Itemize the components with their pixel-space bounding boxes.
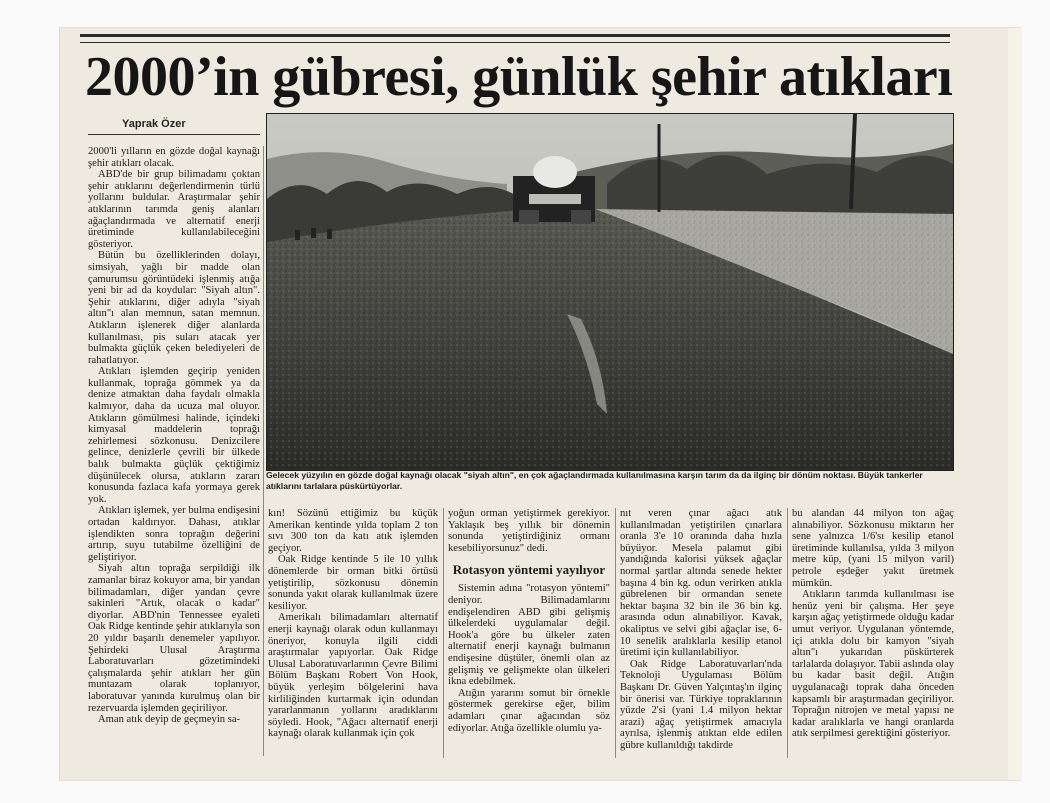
paragraph: Sistemin adına "rotasyon yöntemi" deniyor. Bilimadamlarını endişelendiren ABD gibi gelişmiş ülkelerdeki uygulamalar değil. Hook'a göre bu ülkeler zaten alternatif enerji kaynağı bulmanın endişesine düştüler, önemli olan az gelişmiş ve gelişmekte olan ülkeleri ikna edebilmek. [448,583,610,688]
article-column-5 [792,508,954,740]
paragraph: Oak Ridge Laboratuvarları'nda Teknoloji Uygulaması Bölüm Başkanı Dr. Güven Yalçıntaş'ın ilginç bir önerisi var. Türkiye topraklarının yüzde 2'si (yani 1.4 milyon hektar arazi) ağaç yetiştirmek amacıyla ayrılsa, işlenmiş atıktan elde edilen gübre kullanıldığı takdirde [620,658,782,751]
paragraph: kın! Sözünü ettiğimiz bu küçük Amerikan kentinde yılda toplam 2 ton sıvı 300 ton da katı atık işlemden geçiyor. [268,508,438,554]
article-column-2 [268,508,438,740]
article-column-1 [88,146,260,726]
headline: 2000’in gübresi, günlük şehir atıkları [85,46,953,108]
paragraph: Atığın yararını somut bir örnekle göstermek gerekirse eğer, bilim adamları çınar ağacından söz ediyorlar. Atığa özellikle olumlu ya- [448,687,610,734]
paragraph: Oak Ridge kentinde 5 ile 10 yıllık dönemlerde bir orman bitki örtüsü yetiştirilip, sözkonusu dönemin sonunda yakıt olarak kullanılmak üzere kesiliyor. [268,554,438,612]
paper-edge [1008,28,1022,780]
masthead-rule [80,34,950,43]
paragraph: yoğun orman yetiştirmek gerekiyor. Yaklaşık beş yıllık bir dönemin sonunda yetiştirdiğiniz ormanı kesebiliyorsunuz" dedi. [448,508,610,554]
paragraph: bu alandan 44 milyon ton ağaç alınabiliyor. Sözkonusu miktarın her sene yalnızca 1/6'sı kesilip etanol üretiminde kullanılsa, yılda 3 milyon metre küp, (yani 15 milyon varil) petrole eşdeğer yakıt üretmek mümkün. [792,508,954,589]
paragraph: 2000'li yılların en gözde doğal kaynağı şehir atıkları olacak. [88,146,260,169]
byline-rule [88,134,260,135]
column-divider [263,146,264,756]
paragraph: Atıkları işlemek, yer bulma endişesini ortadan kaldırıyor. Dahası, atıklar işlendikten sonra toprağın değerini artırıp, suyu tutabilme özelliğini de geliştiriyor. [88,505,260,563]
paragraph: Siyah altın toprağa serpildiği ilk zamanlar biraz kokuyor ama, bir yandan bilimadamları, diğer yandan çevre sakinleri "Artık, olacak o kadar" diyorlar. ABD'nin Tennessee eyaleti Oak Ridge kentinde şehir atıklarıyla son 20 yıldır başarılı denemeler yapılıyor. Şehirdeki Ulusal Araştırma Laboratuvarları gözetimindeki çalışmalarda şehir atıkları her gün muntazam olarak toplanıyor, laboratuvar yanında kurulmuş olan bir rezervuarda işlemden geçiriliyor. [88,563,260,714]
article-column-4 [620,508,782,751]
column-divider [615,508,616,758]
column-divider [443,508,444,758]
byline: Yaprak Özer [122,118,186,130]
article-column-3 [448,508,610,734]
paragraph: Atıkları işlemden geçirip yeniden kullanmak, toprağa gömmek ya da denize atmaktan daha faydalı olmakla kalmıyor, daha da ucuza mal oluyor. Atıkların gömülmesi halinde, içindeki kimyasal maddelerin toprağı zehirlemesi sözkonusu. Denizcilere gelince, denizlerle çevrili bir ülkede balık bulmakta güçlük çektiğimiz düşünülecek olursa, atıkların zararı konusunda fazlaca kafa yormaya gerek yok. [88,366,260,505]
paragraph: Amerikalı bilimadamları alternatif enerji kaynağı olarak odun kullanmayı öneriyor, konuyla ilgili ciddi araştırmalar yapıyorlar. Oak Ridge Ulusal Laboratuvarlarının Çevre Bilimi Bölüm Başkanı Robert Von Hook, büyük yerleşim bölgelerini hava kirliliğinden kurtarmak için odundan yararlanmanın yollarını aradıklarını söyledi. Hook, "Ağacı alternatif enerji kaynağı olarak kullanmak için çok [268,612,438,740]
paragraph: Atıkların tarımda kullanılması ise henüz yeni bir çalışma. Her şeye karşın ağaç yetiştirmede olduğu kadar umut veriyor. Uygulanan yöntemde, içi atıkla dolu bir kamyon "siyah altın"ı yukarıdan püskürterek tarlalarda dolaşıyor. Tabii aslında olay bu kadar basit değil. Atığın uygulanacağı toprak daha önceden kapsamlı bir araştırmadan geçiriliyor. Toprağın nitrojen ve metal yapısı ne kadar aralıklarla ve hangi oranlarda atık serpilmesi gerektiğini gösteriyor. [792,589,954,740]
subheading: Rotasyon yöntemi yayılıyor [452,562,606,578]
field-tanker-photo [267,114,953,470]
paragraph: Aman atık deyip de geçmeyin sa- [98,714,241,726]
paragraph: ABD'de bir grup bilimadamı çoktan şehir atıklarını değerlendirmenin türlü yollarını buldular. Araştırmalar şehir atıklarının tarımda geniş alanları ağaçlandırmada ve alternatif enerji üretiminde kullanılabileceğini gösteriyor. [88,169,260,250]
article-photo [266,113,954,471]
photo-caption: Gelecek yüzyılın en gözde doğal kaynağı olacak "siyah altın", en çok ağaçlandırmada kullanılmasına karşın tarım da da ilginç bir dönüm noktası. Büyük tankerler atıklarını tarlalara püskürtüyorlar. [266,470,923,491]
column-divider [787,508,788,758]
paragraph: nıt veren çınar ağacı atık kullanılmadan yetiştirilen çınarlara oranla 3'e 10 oranında daha hızla büyüyor. Mesela palamut gibi yandığında kalorisi yüksek ağaçlar normal şartlar altında senede hekter başına 4 bin kg. odun verirken atıkla gübrelenen bir ormandan senete hektar başına 32 bin ile 36 bin kg. arasında odun alınabiliyor. Kavak, okaliptus ve selvi gibi ağaçlar ise, 6-10 senelik aralıklarla kesilip etanol üretimi için kullanılabiliyor. [620,508,782,659]
paragraph: Bütün bu özelliklerinden dolayı, simsiyah, yağlı bir madde olan çamurumsu görüntüdeki işlenmiş atığa yeni bir ad da koydular: "Siyah altın". Şehir atıklarını, diğer adıyla "siyah altın"ı alan memnun, satan memnun. Atıkların işlenerek diğer alanlarda kullanılması, pis suları atacak yer bulmakta güçlük çeken belediyeleri de rahatlatıyor. [88,250,260,366]
